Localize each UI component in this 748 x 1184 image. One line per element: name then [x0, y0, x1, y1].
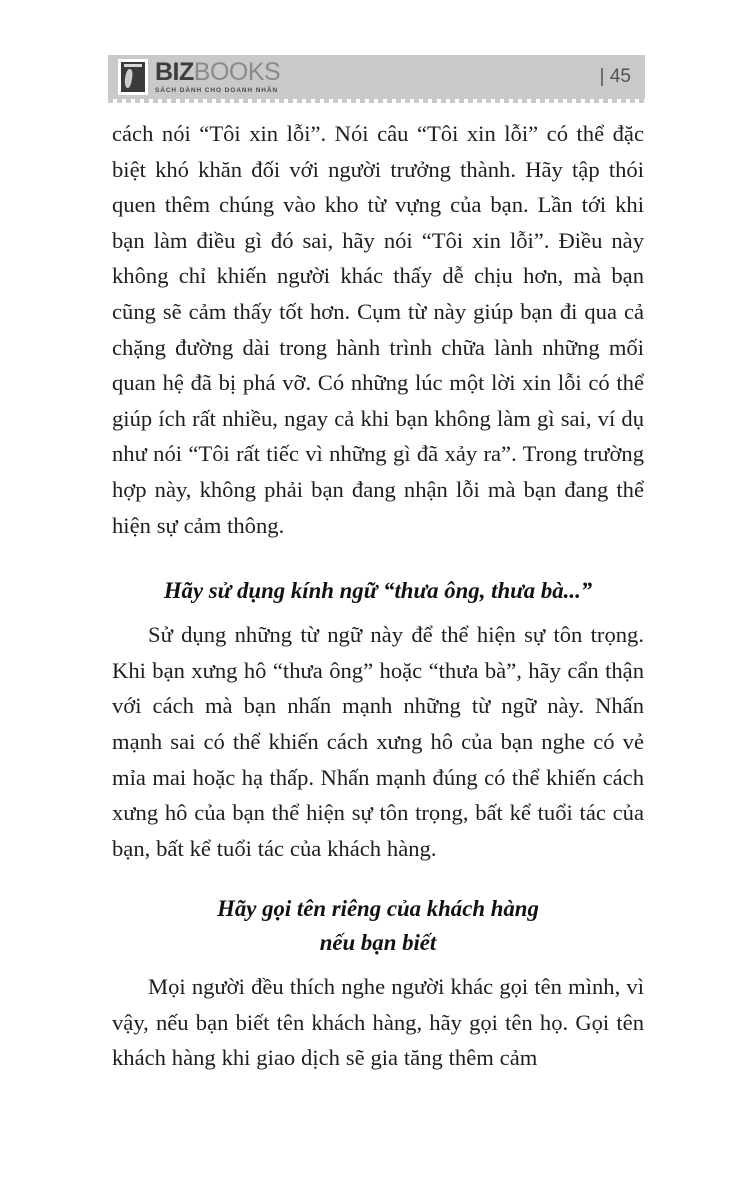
- logo-text: [155, 60, 280, 94]
- section-heading-customer-name-line2: nếu bạn biết: [319, 930, 437, 956]
- logo-wordmark: [155, 60, 280, 85]
- logo-tagline: SÁCH DÀNH CHO DOANH NHÂN: [155, 87, 279, 94]
- paragraph-honorifics: Sử dụng những từ ngữ này để thể hiện sự tôn trọng. Khi bạn xưng hô “thưa ông” hoặc “thưa bà”, hãy cẩn thận với cách mà bạn nhấn mạnh những từ ngữ này. Nhấn mạnh sai có thể khiến cách xưng hô của bạn nghe có vẻ mỉa mai hoặc hạ thấp. Nhấn mạnh đúng có thể khiến cách xưng hô của bạn thể hiện sự tôn trọng, bất kể tuổi tác của bạn, bất kể tuổi tác của khách hàng.: [112, 622, 644, 861]
- spacer: [112, 866, 644, 892]
- page-header-band: [108, 55, 645, 99]
- section-heading-customer-name-line1: Hãy gọi tên riêng của khách hàng: [217, 896, 539, 922]
- logo-word-secondary: BOOKS: [193, 58, 281, 86]
- header-dashed-rule: [108, 99, 645, 103]
- paragraph-continuation: cách nói “Tôi xin lỗi”. Nói câu “Tôi xin lỗi” có thể đặc biệt khó khăn đối với người trưởng thành. Hãy tập thói quen thêm chúng vào kho từ vựng của bạn. Lần tới khi bạn làm điều gì đó sai, hãy nói “Tôi xin lỗi”. Điều này không chỉ khiến người khác thấy dễ chịu hơn, mà bạn cũng sẽ cảm thấy tốt hơn. Cụm từ này giúp bạn đi qua cả chặng đường dài trong hành trình chữa lành những mối quan hệ đã bị phá vỡ. Có những lúc một lời xin lỗi có thể giúp ích rất nhiều, ngay cả khi bạn không làm gì sai, ví dụ như nói “Tôi rất tiếc vì những gì đã xảy ra”. Trong trường hợp này, không phải bạn đang nhận lỗi mà bạn đang thể hiện sự cảm thông.: [112, 121, 644, 538]
- page-number-value: 45: [609, 66, 631, 87]
- paragraph-customer-name: Mọi người đều thích nghe người khác gọi tên mình, vì vậy, nếu bạn biết tên khách hàng, hãy gọi tên họ. Gọi tên khách hàng khi giao dịch sẽ gia tăng thêm cảm: [112, 974, 644, 1071]
- page-number-separator-icon: [601, 68, 603, 86]
- spacer: [112, 960, 644, 969]
- page-number: [601, 66, 631, 88]
- page-content: [112, 116, 644, 1076]
- logo-word-primary: BIZ: [155, 58, 194, 86]
- bizbooks-logo: [118, 59, 280, 95]
- spacer: [112, 608, 644, 617]
- spacer: [112, 543, 644, 574]
- section-heading-honorifics: Hãy sử dụng kính ngữ “thưa ông, thưa bà...”: [163, 578, 593, 604]
- book-emblem-icon: [118, 59, 148, 95]
